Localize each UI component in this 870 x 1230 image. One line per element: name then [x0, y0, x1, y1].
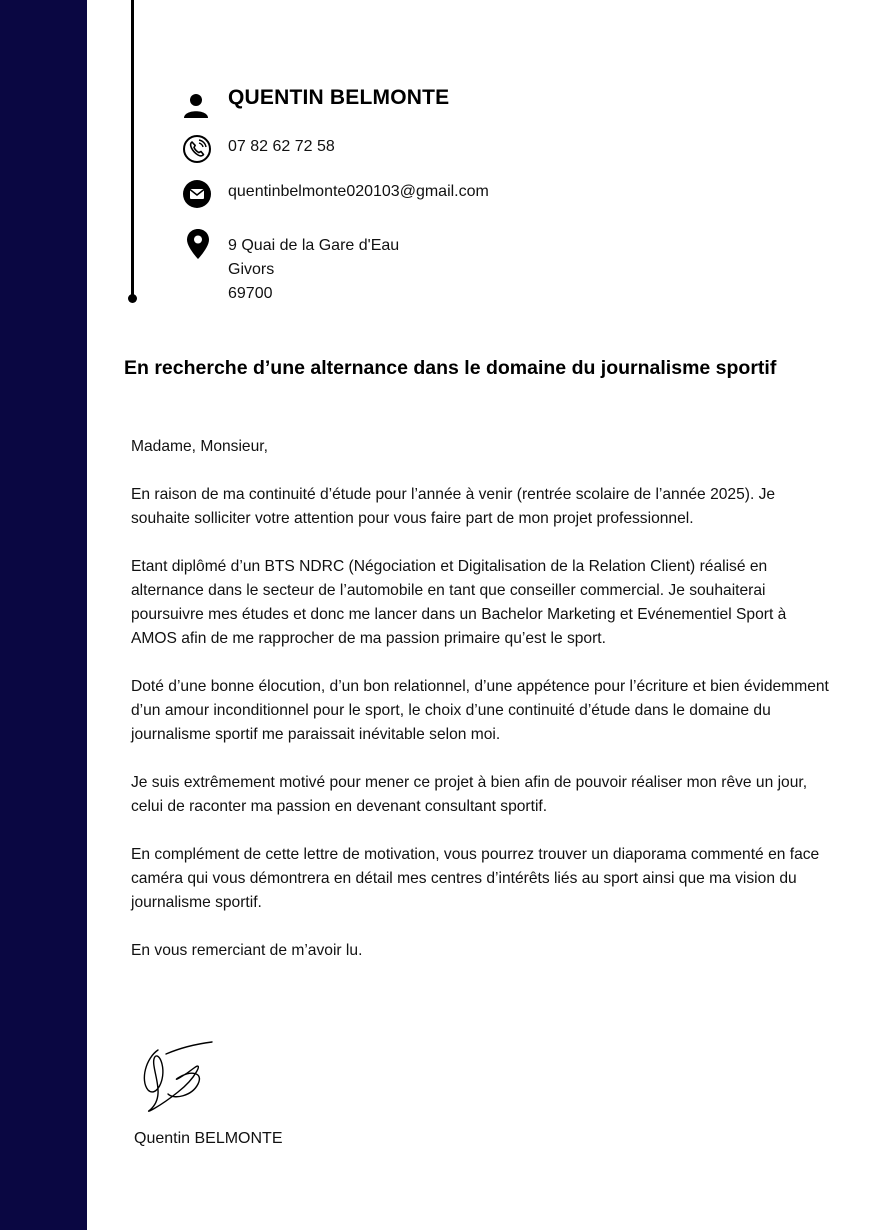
paragraph: En raison de ma continuité d’étude pour l’année à venir (rentrée scolaire de l’année 2025). Je souhaite solliciter votre attention pour vous faire part de mon projet professionnel. [131, 486, 776, 527]
paragraph: Etant diplômé d’un BTS NDRC (Négociation et Digitalisation de la Relation Client) réalisé en alternance dans le secteur de l’automobile en tant que conseiller commercial. Je souhaiterai poursuivre mes études et donc me lancer dans un Bachelor Marketing et Evénementiel Sport à AMOS afin de me rapprocher de ma passion primaire qu’est le sport. [131, 558, 787, 647]
address-postcode: 69700 [228, 285, 273, 302]
letter-headline: En recherche d’une alternance dans le domaine du journalisme sportif [124, 357, 777, 379]
postal-address [228, 234, 399, 306]
signature-name: Quentin BELMONTE [134, 1130, 283, 1147]
timeline-line [131, 0, 134, 298]
person-icon [182, 92, 210, 120]
paragraph: En complément de cette lettre de motivation, vous pourrez trouver un diaporama commenté en face caméra qui vous démontrera en détail mes centres d’intérêts liés au sport ainsi que ma vision du journalisme sportif. [131, 846, 820, 911]
address-street: 9 Quai de la Gare d'Eau [228, 237, 400, 254]
timeline-dot [128, 294, 137, 303]
paragraph: Je suis extrêmement motivé pour mener ce projet à bien afin de pouvoir réaliser mon rêve un jour, celui de raconter ma passion en devenant consultant sportif. [131, 774, 808, 815]
location-pin-icon [186, 228, 210, 260]
phone-icon [182, 134, 212, 164]
phone-number[interactable]: 07 82 62 72 58 [228, 138, 335, 155]
applicant-name: QUENTIN BELMONTE [228, 86, 450, 109]
letter-body [131, 435, 831, 987]
email-address[interactable]: quentinbelmonte020103@gmail.com [228, 183, 489, 200]
paragraph: Doté d’une bonne élocution, d’un bon relationnel, d’une appétence pour l’écriture et bien évidemment d’un amour inconditionnel pour le sport, le choix d’une continuité d’étude dans le domaine du journalisme sportif me paraissait inévitable selon moi. [131, 678, 829, 743]
side-band [0, 0, 87, 1230]
address-city: Givors [228, 261, 275, 278]
closing: En vous remerciant de m’avoir lu. [131, 942, 363, 959]
handwritten-signature [138, 1040, 218, 1115]
mail-icon [182, 179, 212, 209]
salutation: Madame, Monsieur, [131, 438, 268, 455]
